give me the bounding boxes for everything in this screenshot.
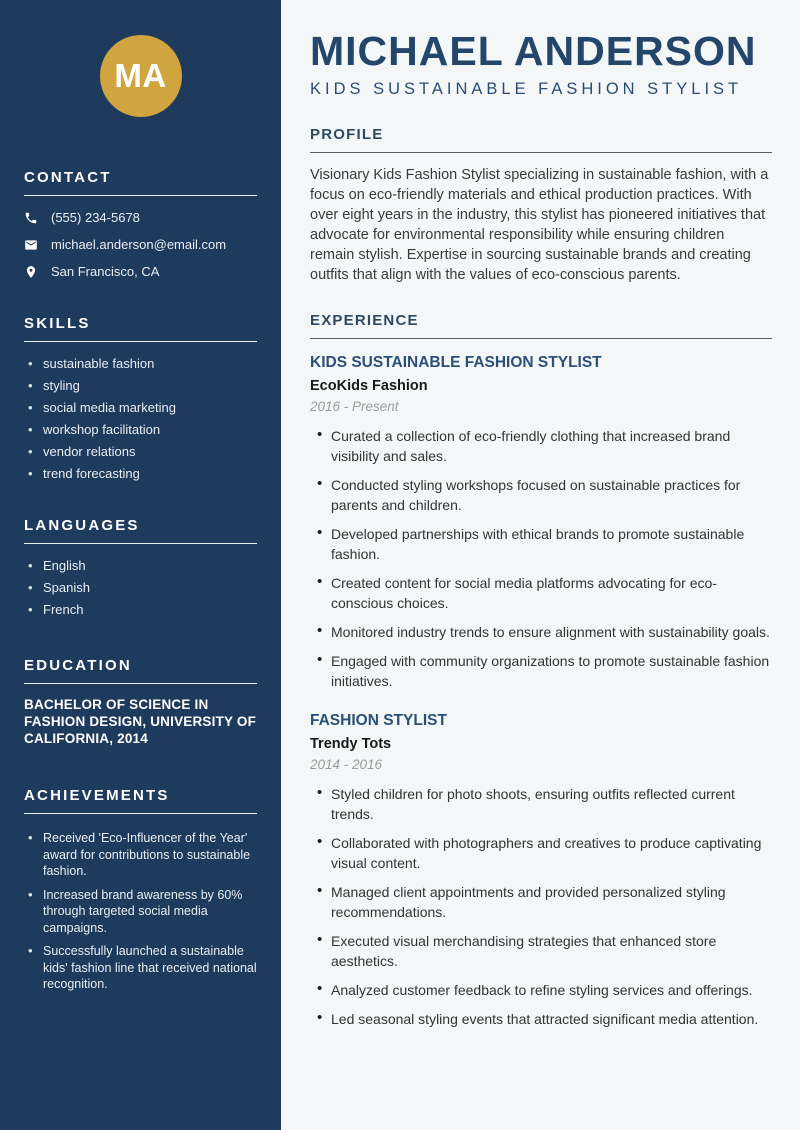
skills-list xyxy=(24,353,257,485)
job-bullet: • Conducted styling workshops focused on sustainable practices for parents and children. xyxy=(310,475,772,515)
contact-email-text: michael.anderson@email.com xyxy=(51,237,227,252)
contact-item-email xyxy=(24,237,257,252)
profile-text: Visionary Kids Fashion Stylist specializing in sustainable fashion, with a focus on eco-friendly materials and ethical production practices. With over eight years in the industry, this stylist has pioneered initiatives that advocate for environmental responsibility while ensuring children remain stylish. Expertise in sourcing sustainable brands and creating outfits that align with the values of eco-conscious parents. xyxy=(310,167,769,283)
skill-item: • trend forecasting xyxy=(24,463,257,485)
skill-item: • social media marketing xyxy=(24,397,257,419)
achievements-section xyxy=(24,787,257,993)
achievements-list xyxy=(24,830,257,993)
main-content xyxy=(281,0,800,1130)
contact-heading: CONTACT xyxy=(24,169,257,196)
job-role: KIDS SUSTAINABLE FASHION STYLIST xyxy=(310,354,602,371)
candidate-title: KIDS SUSTAINABLE FASHION STYLIST xyxy=(310,80,743,98)
job-bullet: • Collaborated with photographers and creatives to produce captivating visual content. xyxy=(310,833,772,873)
contact-location-text: San Francisco, CA xyxy=(51,264,160,279)
skill-item: • workshop facilitation xyxy=(24,419,257,441)
job-dates: 2014 - 2016 xyxy=(310,757,383,772)
experience-section xyxy=(310,312,772,1029)
phone-icon xyxy=(24,211,38,225)
contact-item-location xyxy=(24,264,257,279)
job-bullet: • Created content for social media platforms advocating for eco-conscious choices. xyxy=(310,573,772,613)
languages-list xyxy=(24,555,257,621)
job-company: Trendy Tots xyxy=(310,736,392,752)
job-bullet: • Executed visual merchandising strategies that enhanced store aesthetics. xyxy=(310,931,772,971)
achievement-item: • Received 'Eco-Influencer of the Year' award for contributions to sustainable fashion. xyxy=(24,830,257,880)
language-item: • French xyxy=(24,599,257,621)
experience-heading: EXPERIENCE xyxy=(310,312,772,339)
language-item: • English xyxy=(24,555,257,577)
skill-item: • sustainable fashion xyxy=(24,353,257,375)
job-role: FASHION STYLIST xyxy=(310,712,447,729)
job-bullet: • Developed partnerships with ethical brands to promote sustainable fashion. xyxy=(310,524,772,564)
job-dates: 2016 - Present xyxy=(310,399,399,414)
profile-heading: PROFILE xyxy=(310,126,772,153)
skill-item: • styling xyxy=(24,375,257,397)
job-bullet: • Analyzed customer feedback to refine styling services and offerings. xyxy=(310,980,772,1000)
job-bullet: • Engaged with community organizations to promote sustainable fashion initiatives. xyxy=(310,651,772,691)
profile-section xyxy=(310,126,772,285)
language-item: • Spanish xyxy=(24,577,257,599)
sidebar xyxy=(0,0,281,1130)
job-bullet: • Managed client appointments and provided personalized styling recommendations. xyxy=(310,882,772,922)
skill-item: • vendor relations xyxy=(24,441,257,463)
experience-job xyxy=(310,354,772,691)
skills-section xyxy=(24,315,257,485)
contact-section xyxy=(24,169,257,279)
languages-heading: LANGUAGES xyxy=(24,517,257,544)
experience-job xyxy=(310,712,772,1029)
job-bullet: • Monitored industry trends to ensure alignment with sustainability goals. xyxy=(310,622,772,642)
avatar xyxy=(100,35,182,117)
skills-heading: SKILLS xyxy=(24,315,257,342)
education-heading: EDUCATION xyxy=(24,657,257,684)
contact-list xyxy=(24,210,257,279)
job-bullet: • Styled children for photo shoots, ensuring outfits reflected current trends. xyxy=(310,784,772,824)
achievements-heading: ACHIEVEMENTS xyxy=(24,787,257,814)
job-company: EcoKids Fashion xyxy=(310,378,428,394)
achievement-item: • Increased brand awareness by 60% through targeted social media campaigns. xyxy=(24,887,257,937)
contact-phone-text: (555) 234-5678 xyxy=(51,210,140,225)
email-icon xyxy=(24,238,38,252)
candidate-name: MICHAEL ANDERSON xyxy=(310,28,757,74)
contact-item-phone xyxy=(24,210,257,225)
job-bullet-list xyxy=(310,426,772,691)
location-icon xyxy=(24,265,38,279)
education-degree: BACHELOR OF SCIENCE IN FASHION DESIGN, UNIVERSITY OF CALIFORNIA, 2014 xyxy=(24,697,257,746)
job-bullet-list xyxy=(310,784,772,1029)
job-bullet: • Curated a collection of eco-friendly clothing that increased brand visibility and sales. xyxy=(310,426,772,466)
languages-section xyxy=(24,517,257,621)
achievement-item: • Successfully launched a sustainable kids' fashion line that received national recognition. xyxy=(24,943,257,993)
job-bullet: • Led seasonal styling events that attracted significant media attention. xyxy=(310,1009,772,1029)
education-section xyxy=(24,657,257,747)
avatar-initials: MA xyxy=(114,57,167,94)
